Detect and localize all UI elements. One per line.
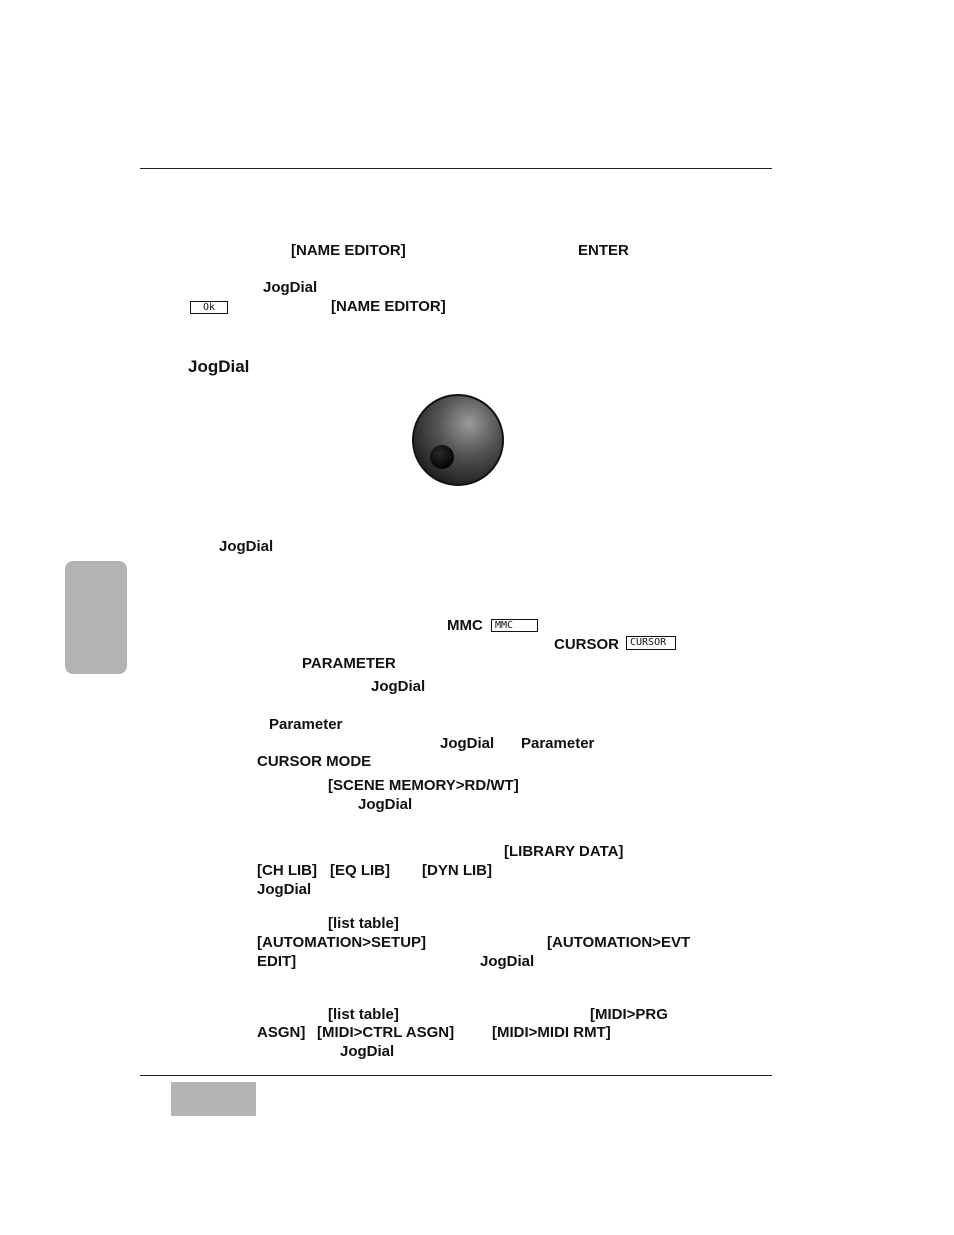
midi-rmt-ref: [MIDI>MIDI RMT]: [492, 1024, 611, 1041]
jogdial-ref-6: JogDial: [340, 1043, 395, 1060]
cursor-ref: CURSOR: [554, 636, 620, 653]
list-table-ref-1: [list table]: [328, 915, 399, 932]
jogdial-ref-3: JogDial: [358, 796, 413, 813]
library-data-ref: [LIBRARY DATA]: [504, 843, 624, 860]
section-heading: JogDial: [188, 357, 250, 376]
parameter-caps-ref: PARAMETER: [302, 655, 396, 672]
ch-lib-ref: [CH LIB]: [257, 862, 317, 879]
eq-lib-ref: [EQ LIB]: [330, 862, 390, 879]
jogdial-ref-2: JogDial: [440, 735, 495, 752]
cursor-lcd-button: CURSOR: [626, 636, 676, 650]
jogdial-ref-5: JogDial: [480, 953, 535, 970]
midi-prg-ref: [MIDI>PRG: [590, 1006, 668, 1023]
midi-prg-ref-cont: ASGN]: [257, 1024, 306, 1041]
header-rule: [140, 168, 772, 169]
jogdial-dimple-icon: [430, 445, 454, 469]
parameter-ref-1: Parameter: [269, 716, 343, 733]
jogdial-ref-section: JogDial: [219, 538, 274, 555]
midi-ctrl-ref: [MIDI>CTRL ASGN]: [317, 1024, 455, 1041]
enter-key-ref: ENTER: [578, 242, 629, 259]
mmc-ref: MMC: [447, 617, 483, 634]
automation-setup-ref: [AUTOMATION>SETUP]: [257, 934, 427, 951]
jogdial-ref: JogDial: [263, 279, 318, 296]
chapter-tab: [65, 561, 127, 674]
mmc-lcd-button: MMC: [491, 619, 538, 632]
jogdial-ref-1: JogDial: [371, 678, 426, 695]
scene-memory-ref: [SCENE MEMORY>RD/WT]: [328, 777, 519, 794]
jogdial-ref-4: JogDial: [257, 881, 312, 898]
jogdial-illustration: [408, 388, 510, 490]
list-table-ref-2: [list table]: [328, 1006, 399, 1023]
page-number-box: [171, 1082, 256, 1116]
name-editor-ref: [NAME EDITOR]: [291, 242, 406, 259]
parameter-ref-2: Parameter: [521, 735, 595, 752]
dyn-lib-ref: [DYN LIB]: [422, 862, 492, 879]
automation-evt-ref-cont: EDIT]: [257, 953, 297, 970]
name-editor-ref-2: [NAME EDITOR]: [331, 298, 446, 315]
ok-lcd-button: Ok: [190, 301, 228, 314]
cursor-mode-ref: CURSOR MODE: [257, 753, 372, 770]
automation-evt-ref: [AUTOMATION>EVT: [547, 934, 691, 951]
footer-rule: [140, 1075, 772, 1076]
